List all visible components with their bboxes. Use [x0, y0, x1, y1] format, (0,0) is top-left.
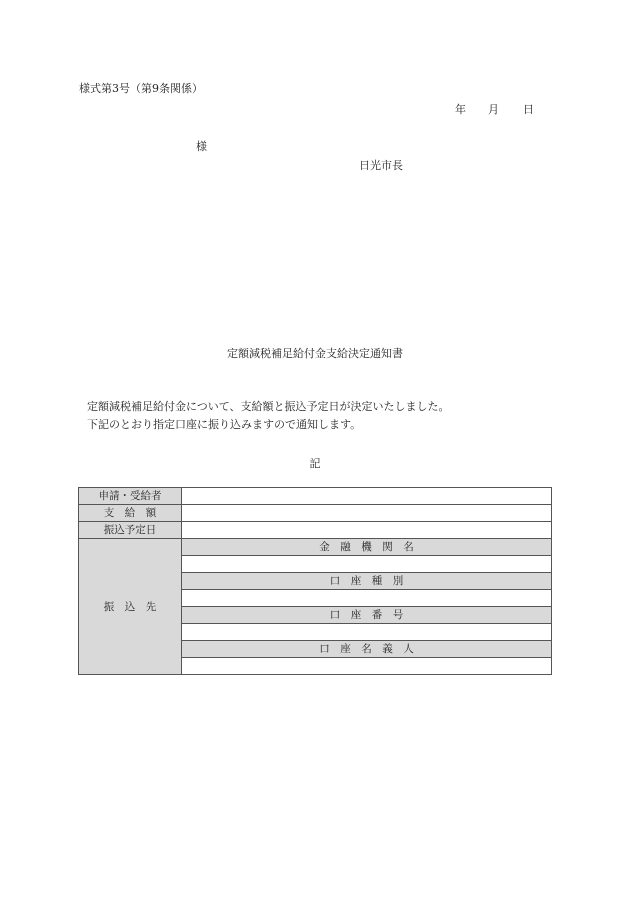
body-line-2: 下記のとおり指定口座に振り込みますので通知します。 — [87, 418, 362, 431]
account-type-value-cell — [182, 590, 552, 607]
table-row — [79, 539, 552, 556]
account-holder-value-cell — [182, 658, 552, 675]
account-number-value-cell — [182, 624, 552, 641]
ki-heading: 記 — [309, 457, 321, 470]
bank-name-header: 金 融 機 関 名 — [182, 539, 552, 556]
applicant-value-cell — [182, 488, 552, 505]
account-type-header: 口 座 種 別 — [182, 573, 552, 590]
table-row — [79, 488, 552, 505]
payment-info-table — [78, 487, 552, 675]
applicant-label: 申請・受給者 — [79, 488, 182, 505]
table-row — [79, 522, 552, 539]
account-holder-header: 口 座 名 義 人 — [182, 641, 552, 658]
transfer-date-value-cell — [182, 522, 552, 539]
amount-label: 支 給 額 — [79, 505, 182, 522]
destination-label: 振 込 先 — [79, 539, 182, 675]
amount-value-cell — [182, 505, 552, 522]
form-number: 様式第3号（第9条関係） — [79, 82, 203, 95]
body-line-1: 定額減税補足給付金について、支給額と振込予定日が決定いたしました。 — [87, 400, 450, 413]
transfer-date-label: 振込予定日 — [79, 522, 182, 539]
date-year-label: 年 — [455, 103, 466, 116]
account-number-header: 口 座 番 号 — [182, 607, 552, 624]
bank-name-value-cell — [182, 556, 552, 573]
recipient-suffix: 様 — [196, 140, 207, 153]
date-day-label: 日 — [523, 103, 534, 116]
document-title: 定額減税補足給付金支給決定通知書 — [227, 347, 403, 360]
issuer-name: 日光市長 — [359, 159, 403, 172]
date-month-label: 月 — [488, 103, 499, 116]
table-row — [79, 505, 552, 522]
